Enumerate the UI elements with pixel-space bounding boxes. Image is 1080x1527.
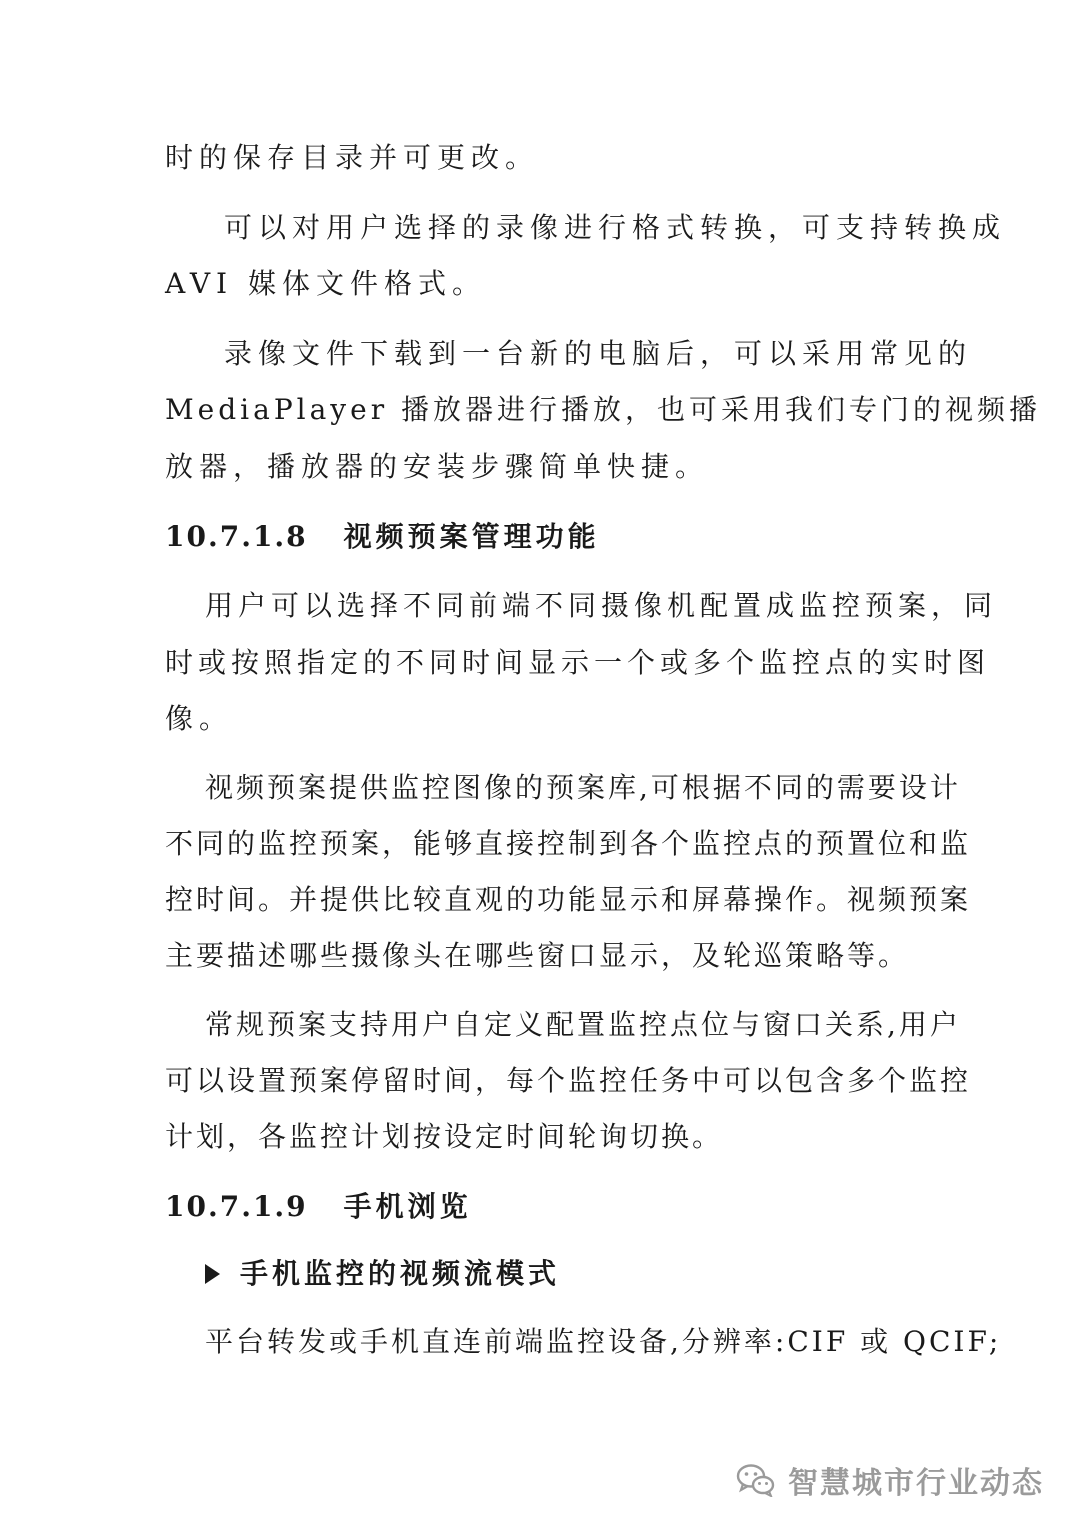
paragraph-line: MediaPlayer 播放器进行播放，也可采用我们专门的视频播	[165, 393, 1041, 426]
bullet-text: 手机监控的视频流模式	[240, 1257, 561, 1290]
paragraph-line: 不同的监控预案，能够直接控制到各个监控点的预置位和监	[165, 827, 972, 860]
section-heading	[165, 1189, 472, 1225]
section-title: 视频预案管理功能	[343, 520, 600, 553]
arrow-bullet-icon	[205, 1264, 220, 1284]
paragraph-line: 用户可以选择不同前端不同摄像机配置成监控预案，同	[205, 589, 998, 622]
paragraph-line: 可以对用户选择的录像进行格式转换，可支持转换成	[224, 211, 1007, 244]
paragraph-line: 可以设置预案停留时间，每个监控任务中可以包含多个监控	[165, 1064, 972, 1097]
section-number: 10.7.1.9	[165, 1190, 308, 1223]
paragraph-line: 录像文件下载到一台新的电脑后，可以采用常见的	[224, 337, 973, 370]
paragraph-line: 平台转发或手机直连前端监控设备,分辨率:CIF 或 QCIF;	[205, 1325, 1002, 1358]
paragraph-line: 控时间。并提供比较直观的功能显示和屏幕操作。视频预案	[165, 883, 972, 916]
paragraph-line: 主要描述哪些摄像头在哪些窗口显示，及轮巡策略等。	[165, 939, 910, 972]
watermark	[736, 1458, 1044, 1502]
bullet-item	[205, 1256, 560, 1292]
paragraph-line: 时的保存目录并可更改。	[165, 141, 540, 174]
paragraph-line: 时或按照指定的不同时间显示一个或多个监控点的实时图	[165, 646, 991, 679]
paragraph-line: 放器，播放器的安装步骤简单快捷。	[165, 450, 710, 483]
watermark-text: 智慧城市行业动态	[788, 1466, 1044, 1501]
paragraph-line: 视频预案提供监控图像的预案库,可根据不同的需要设计	[205, 771, 961, 804]
wechat-icon	[736, 1463, 776, 1497]
paragraph-line: 常规预案支持用户自定义配置监控点位与窗口关系,用户	[205, 1008, 961, 1041]
paragraph-line: AVI 媒体文件格式。	[165, 267, 487, 300]
section-number: 10.7.1.8	[165, 520, 308, 553]
paragraph-line: 像。	[165, 702, 234, 735]
section-title: 手机浏览	[343, 1190, 472, 1223]
section-heading	[165, 519, 600, 555]
paragraph-line: 计划，各监控计划按设定时间轮询切换。	[165, 1120, 724, 1153]
